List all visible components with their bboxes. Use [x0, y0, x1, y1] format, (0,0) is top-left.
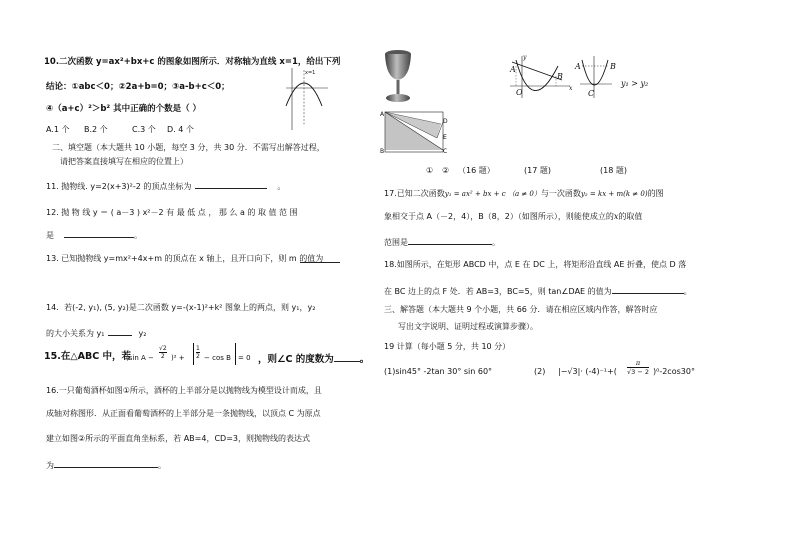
- q15-suffix-text: ，则∠C 的度数为: [258, 354, 334, 365]
- fig18-label-b: B: [610, 62, 616, 71]
- section3-line2: 写出文字说明、证明过程或演算步骤）。: [398, 322, 538, 331]
- q18-end: 。: [683, 287, 692, 296]
- q11-blank[interactable]: [195, 180, 267, 189]
- q15-half-den: 2: [196, 353, 200, 360]
- q19-frac-num: π: [627, 359, 649, 368]
- fig18-graph: [578, 54, 614, 100]
- q16-line4: [46, 459, 166, 471]
- fig17-label-a: A: [510, 65, 516, 74]
- q17-var-x: x: [613, 212, 619, 221]
- q15-abs-left: [193, 343, 194, 365]
- caption-fig2: ②: [442, 166, 450, 175]
- q11-end: 。: [277, 182, 286, 191]
- q14-y2: y₂: [138, 329, 147, 338]
- q19-frac-den: √3 − 2: [627, 368, 649, 376]
- q18-line1: 18.如图所示，在矩形 ABCD 中，点 E 在 DC 上，将矩形沿直线 AE 折叠，使点 D 落: [384, 260, 687, 269]
- section3-line1: 三、解答题（本大题共 9 个小题，共 66 分．请在相应区域内作答，解答时应: [384, 305, 658, 314]
- q17-line3-text: 范围是: [384, 238, 408, 247]
- q19-part2-label: (2): [534, 367, 546, 376]
- q10-option-c: C.3 个: [132, 125, 156, 134]
- q17-prefix: 17.已知二次函数: [384, 189, 445, 198]
- q12-blank[interactable]: [64, 229, 134, 238]
- q17-quadratic: y₁ = ax² + bx + c （a ≠ 0）: [444, 190, 541, 198]
- q10-option-d: D. 4 个: [167, 125, 194, 134]
- q16-line1: 16.一只葡萄酒杯如图①所示，酒杯的上半部分是以抛物线为模型设计而成，且: [46, 386, 322, 395]
- q10-parabola-graph: [282, 66, 332, 132]
- q10-option-b: B.2 个: [84, 125, 108, 134]
- fig17-label-b: B: [557, 72, 563, 81]
- q15-eq0: = 0: [238, 354, 251, 362]
- fig17-label-y: y: [523, 54, 527, 61]
- q15-end: 。: [359, 354, 370, 365]
- fig18-label-c: C: [588, 89, 595, 98]
- q12-line1: 12. 抛 物 线 y ＝ ( a－3 ) x²－2 有 最 低 点 ， 那 么 a 的 取 值 范 围: [46, 208, 298, 217]
- q19-part1: (1)sin45° -2tan 30° sin 60°: [384, 367, 493, 376]
- q14-line1: 14．若(-2, y₁), (5, y₂)是二次函数 y=-(x-1)²+k² 图象上的两点，则 y₁，y₂: [46, 303, 316, 312]
- q15-pow: )² +: [171, 354, 185, 362]
- q19-part2-expr: |−√3|· (-4)⁻¹+(: [558, 367, 617, 376]
- q10-line1: 10.二次函数 y=ax²+bx+c 的图象如图所示．对称轴为直线 x=1，给出下列: [44, 57, 341, 67]
- fig18-label-a: A: [575, 62, 581, 71]
- q17-line2-text: 象相交于点 A（－2，4），B（8，2）（如图所示），则能使成立的: [384, 212, 614, 221]
- q10-axis-label: x=1: [305, 70, 316, 76]
- q17-linear: y₂ = kx + m(k ≠ 0): [580, 190, 648, 198]
- q10-line3: ④（a+c）²＞b² 其中正确的个数是（ ）: [46, 104, 202, 114]
- q15-prefix: 15.在△ABC 中，若: [44, 351, 132, 362]
- q17-mid: 与一次函数: [540, 189, 581, 198]
- q15-frac-sqrt2: [159, 345, 167, 360]
- wine-glass-image: [380, 48, 416, 104]
- q11-stem: 11. 抛物线. y=2(x+3)²-2 的顶点坐标为: [46, 182, 192, 191]
- q18-line2: [384, 285, 692, 297]
- q12-stem: 是: [46, 231, 54, 240]
- q15-suffix: [258, 351, 369, 366]
- q16-stem: 为: [46, 461, 54, 470]
- q12-end: 。: [134, 231, 142, 240]
- fig2-cup-diagram: [383, 110, 447, 158]
- q15-two: 2: [160, 353, 165, 360]
- fig2-label-e: E: [443, 134, 447, 141]
- caption-fig1: ①: [426, 166, 434, 175]
- caption-q17: (17 题): [524, 166, 551, 175]
- q14-blank[interactable]: [108, 327, 132, 336]
- q16-blank[interactable]: [54, 459, 158, 468]
- q18-line2-text: 在 BC 边上的点 F 处．若 AB=3，BC=5，则 tan∠DAE 的值为: [384, 287, 612, 296]
- q16-end: 。: [158, 461, 166, 470]
- q16-line3: 建立如图②所示的平面直角坐标系，若 AB=4，CD=3，则抛物线的表达式: [46, 434, 311, 443]
- q17-line3: [384, 236, 500, 248]
- q15-frac-half: [196, 345, 200, 360]
- fig2-label-a: A: [380, 111, 385, 118]
- q15-sqrt2: √2: [159, 345, 167, 352]
- q17-line2-tail: 的取值: [618, 212, 643, 221]
- q19-part2-tail: )⁰-2cos30°: [653, 367, 695, 376]
- fig17-label-x: x: [569, 85, 573, 92]
- q14-stem: 的大小关系为 y₁: [46, 329, 105, 338]
- q17-tail: 的图: [647, 189, 664, 198]
- q14-line2: [46, 327, 146, 339]
- q15-abs-right: [235, 343, 236, 365]
- q17-blank[interactable]: [408, 236, 492, 245]
- q13-blank[interactable]: [300, 254, 340, 263]
- q17-line1: [384, 189, 664, 199]
- section2-line2: 请把答案直接填写在相应的位置上）: [60, 157, 188, 166]
- fig2-label-c: C: [443, 148, 448, 155]
- caption-q16: （16 题）: [458, 166, 495, 175]
- q15-cosb: − cos B: [204, 354, 231, 362]
- q17-line2: [384, 212, 642, 222]
- caption-q18: (18 题): [600, 166, 627, 175]
- q12-line2: [46, 229, 142, 241]
- fig18-condition: y₁ > y₂: [621, 79, 649, 88]
- q10-line2: 结论：①abc＜0；②2a+b=0；③a-b+c＜0；: [46, 82, 230, 92]
- fig17-label-o: O: [516, 88, 523, 97]
- q15-formula-a: (sin A −: [126, 354, 154, 362]
- q17-end: 。: [492, 238, 500, 247]
- q13-text: 13. 已知抛物线 y=mx²+4x+m 的顶点在 x 轴上，且开口向下，则 m 的值为: [46, 254, 324, 263]
- q18-blank[interactable]: [612, 285, 684, 294]
- q15-half-num: 1: [196, 345, 200, 352]
- q15-blank[interactable]: [334, 351, 360, 362]
- fig2-label-d: D: [443, 118, 448, 125]
- q16-line2: 成轴对称图形．从正面看葡萄酒杯的上半部分是一条抛物线，以顶点 C 为原点: [46, 409, 321, 418]
- section2-line1: 二、填空题（本大题共 10 小题，每空 3 分，共 30 分．不需写出解答过程，: [52, 143, 325, 152]
- q19-title: 19 计算（每小题 5 分，共 10 分）: [384, 342, 511, 351]
- q10-option-a: A.1 个: [46, 125, 70, 134]
- q11-text: [46, 180, 285, 192]
- fig2-label-b: B: [380, 148, 385, 155]
- q19-frac: [627, 359, 649, 376]
